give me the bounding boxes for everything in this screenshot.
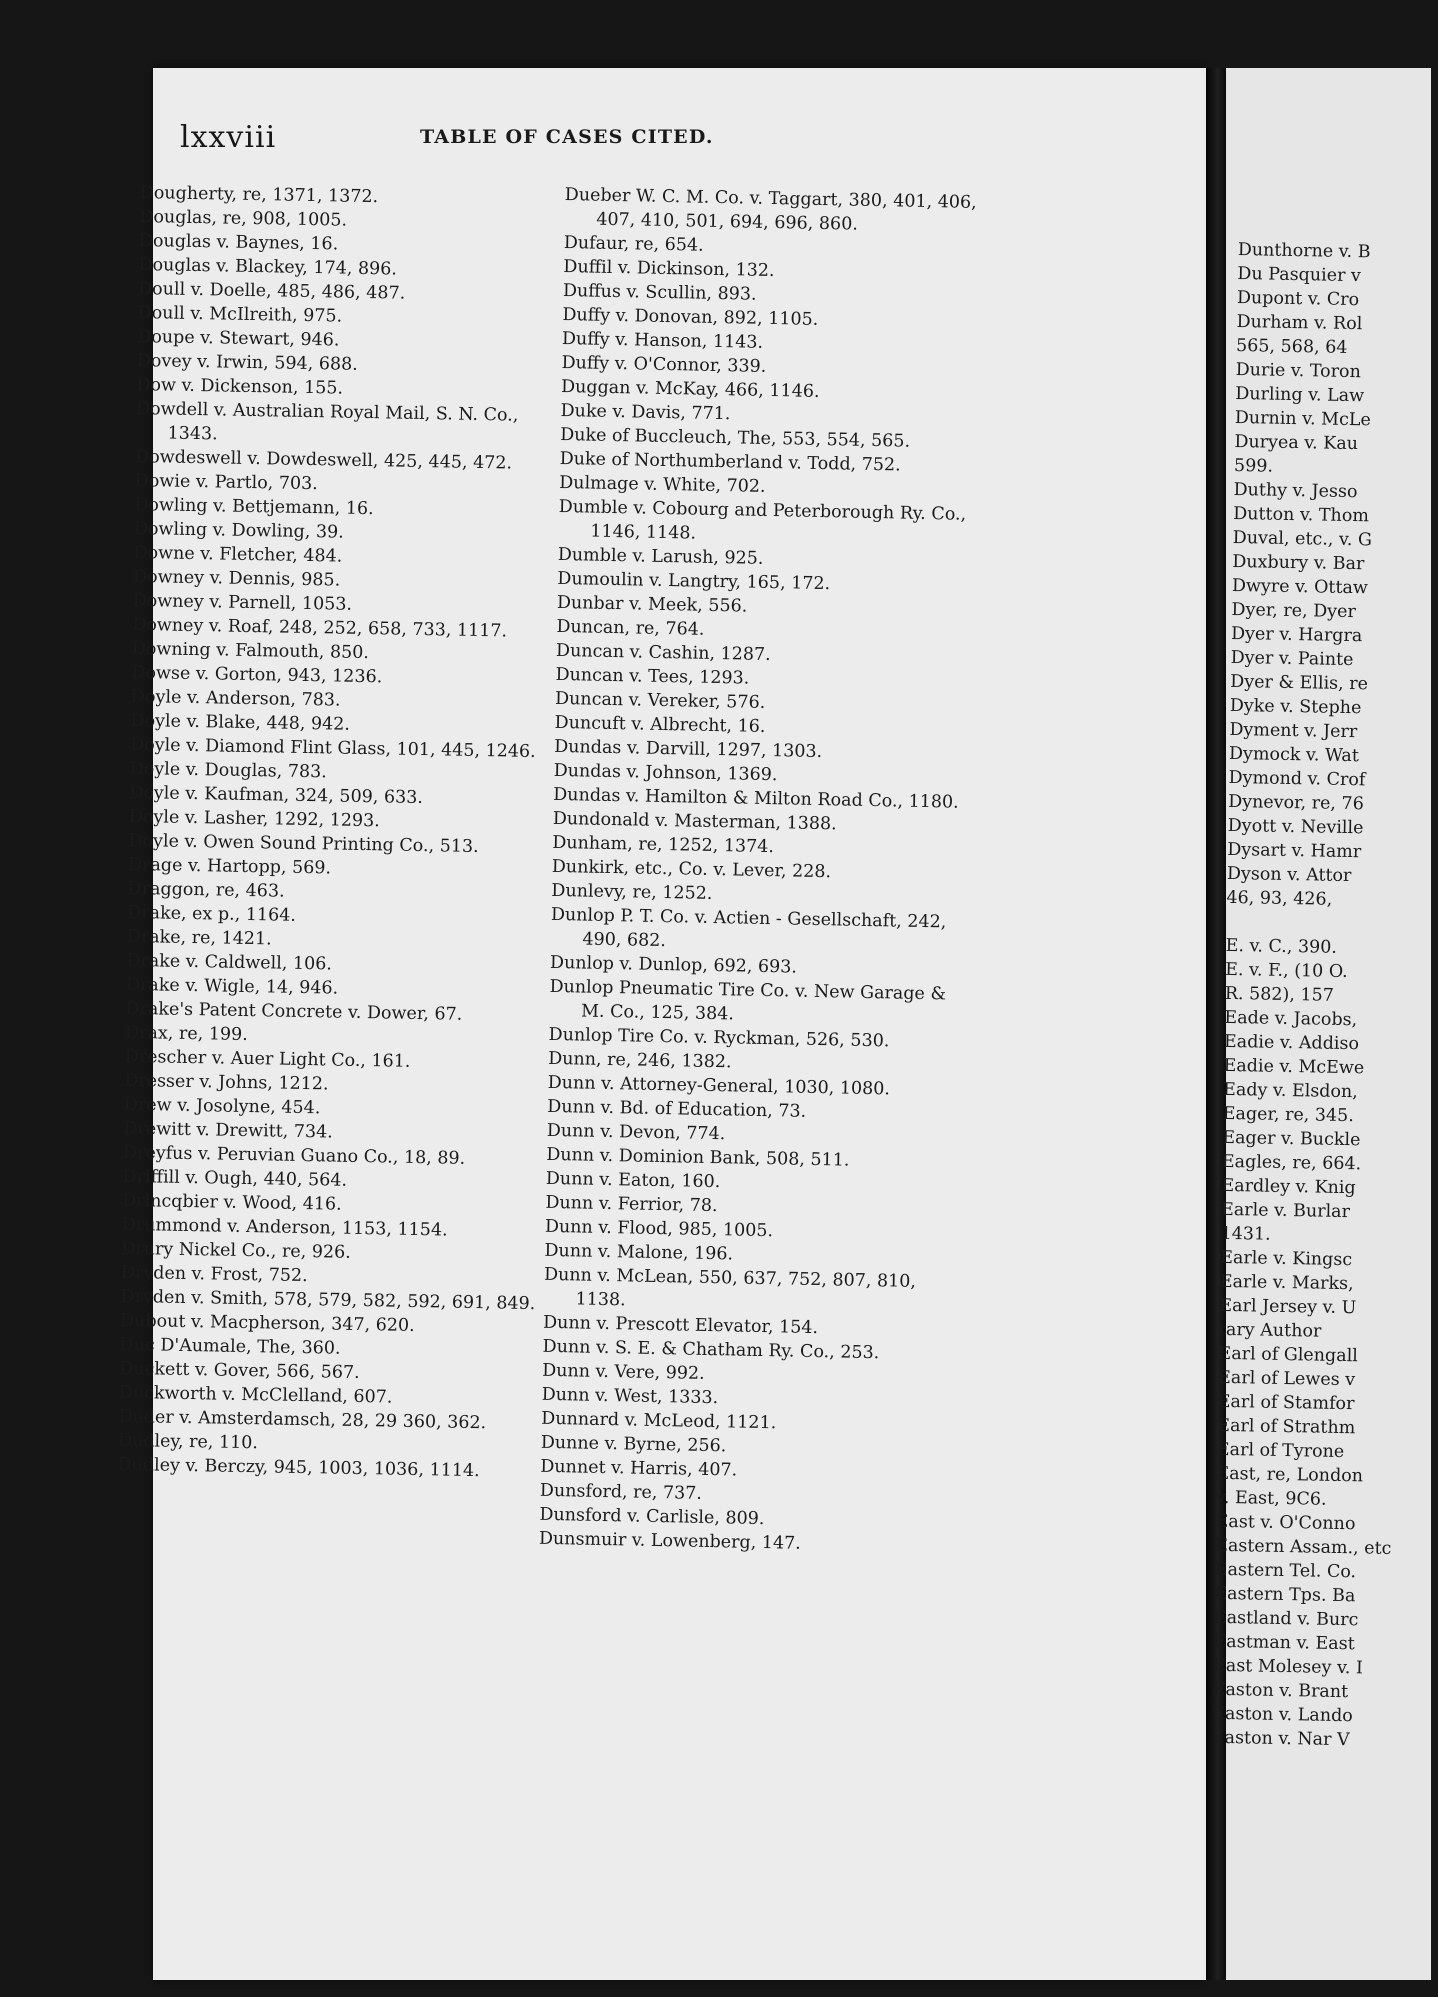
case-entry: Duckworth v. McClelland, 607. bbox=[118, 1382, 393, 1408]
case-entry: Dyer & Ellis, re bbox=[1230, 671, 1369, 695]
case-entry: Douglas, re, 908, 1005. bbox=[139, 206, 348, 231]
case-entry: Duncan v. Cashin, 1287. bbox=[555, 640, 771, 666]
case-entry: E. v. C., 390. bbox=[1225, 935, 1338, 958]
case-entry: Douglas v. Blackey, 174, 896. bbox=[138, 254, 398, 280]
case-entry: Doull v. Doelle, 485, 486, 487. bbox=[137, 278, 406, 304]
case-entry: Drake, ex p., 1164. bbox=[127, 902, 297, 926]
case-entry: Dudley v. Berczy, 945, 1003, 1036, 1114. bbox=[117, 1454, 480, 1482]
case-entry: Eastern Tps. Ba bbox=[1214, 1583, 1356, 1607]
case-entry: Duder v. Amsterdamsch, 28, 29 360, 362. bbox=[118, 1406, 487, 1434]
column-2 bbox=[539, 183, 985, 1559]
case-entry: Dunn v. McLean, 550, 637, 752, 807, 810, 1138. bbox=[543, 1264, 917, 1311]
case-entry: Duxbury v. Bar bbox=[1232, 551, 1365, 575]
case-entry: Duggan v. McKay, 466, 1146. bbox=[560, 376, 820, 402]
case-entry: Doyle v. Kaufman, 324, 509, 633. bbox=[129, 782, 424, 809]
case-entry: Eadie v. Addiso bbox=[1223, 1031, 1360, 1055]
case-entry: Duffus v. Scullin, 893. bbox=[562, 280, 757, 305]
case-entry: Eastern Assam., etc bbox=[1214, 1535, 1392, 1559]
case-entry: Easton v. Brant bbox=[1212, 1679, 1349, 1703]
case-entry: Eady v. Elsdon, bbox=[1222, 1079, 1359, 1103]
case-entry: Duke v. Davis, 771. bbox=[560, 400, 731, 425]
case-entry: Dresser v. Johns, 1212. bbox=[124, 1070, 329, 1095]
case-entry: Eastland v. Burc bbox=[1213, 1607, 1359, 1631]
case-entry: Durling v. Law bbox=[1235, 383, 1365, 407]
case-entry: Drescher v. Auer Light Co., 161. bbox=[124, 1046, 411, 1072]
case-entry: Doyle v. Blake, 448, 942. bbox=[130, 710, 351, 735]
case-entry: Eadie v. McEwe bbox=[1223, 1055, 1365, 1079]
case-entry: Dundas v. Hamilton & Milton Road Co., 1180. bbox=[553, 784, 959, 813]
case-entry: Dovey v. Irwin, 594, 688. bbox=[136, 350, 358, 375]
case-entry: Dunn v. West, 1333. bbox=[541, 1384, 719, 1409]
case-entry: Eagles, re, 664. bbox=[1221, 1151, 1362, 1175]
case-entry: Eastern Tel. Co. bbox=[1214, 1559, 1357, 1583]
case-entry: Dunn v. Prescott Elevator, 154. bbox=[542, 1312, 819, 1339]
case-entry: Easton v. Nar V bbox=[1211, 1727, 1350, 1751]
case-entry: East Molesey v. I bbox=[1212, 1655, 1364, 1679]
page-title: TABLE OF CASES CITED. bbox=[420, 126, 714, 148]
case-entry: Dunsford v. Carlisle, 809. bbox=[539, 1504, 765, 1530]
case-entry: Dynevor, re, 76 bbox=[1227, 791, 1364, 815]
column-1 bbox=[117, 181, 570, 1484]
case-entry: Drake v. Wigle, 14, 946. bbox=[125, 974, 339, 999]
case-entry: Doyle v. Anderson, 783. bbox=[130, 686, 341, 711]
case-entry: Dutton v. Thom bbox=[1233, 503, 1370, 527]
case-entry: Duthy v. Jesso bbox=[1233, 479, 1358, 503]
case-entry: Dymond v. Crof bbox=[1228, 767, 1366, 791]
case-entry: Dunsford, re, 737. bbox=[539, 1480, 703, 1504]
case-entry: Durham v. Rol bbox=[1236, 311, 1363, 335]
right-page bbox=[1211, 68, 1431, 1980]
case-entry: Dudley, re, 110. bbox=[117, 1430, 259, 1454]
case-entry: Eastman v. East bbox=[1213, 1631, 1355, 1655]
case-entry: Dryden v. Frost, 752. bbox=[120, 1262, 308, 1287]
case-entry: Drew v. Josolyne, 454. bbox=[123, 1094, 321, 1119]
case-entry: R. 582), 157 bbox=[1224, 983, 1335, 1006]
case-entry: Drury Nickel Co., re, 926. bbox=[121, 1238, 351, 1263]
case-entry: Duryea v. Kau bbox=[1234, 431, 1359, 455]
case-entry: Dowling v. Bettjemann, 16. bbox=[134, 494, 374, 520]
case-entry: Drage v. Hartopp, 569. bbox=[127, 854, 332, 879]
case-entry: Downey v. Dennis, 985. bbox=[132, 566, 341, 591]
case-entry: Drake's Patent Concrete v. Dower, 67. bbox=[125, 998, 463, 1025]
case-entry: 599. bbox=[1233, 455, 1274, 477]
case-entry: Dunn v. Devon, 774. bbox=[546, 1120, 726, 1145]
page-header bbox=[180, 120, 900, 160]
case-entry: Duffy v. Hanson, 1143. bbox=[561, 328, 764, 353]
case-entry: Drewitt v. Drewitt, 734. bbox=[123, 1118, 333, 1143]
case-entry: Duffy v. Donovan, 892, 1105. bbox=[562, 304, 819, 330]
case-entry: Duffil v. Dickinson, 132. bbox=[563, 256, 775, 282]
case-entry: Dunthorne v. B bbox=[1237, 239, 1371, 263]
case-entry: Dyott v. Neville bbox=[1227, 815, 1364, 839]
case-entry: Draggon, re, 463. bbox=[127, 878, 285, 902]
case-entry: Dowdell v. Australian Royal Mail, S. N. Co., 1343. bbox=[135, 398, 519, 445]
case-entry: Earl Jersey v. U bbox=[1219, 1295, 1357, 1319]
case-entry: Earle v. Marks, bbox=[1219, 1271, 1354, 1295]
case-entry: Eade v. Jacobs, bbox=[1224, 1007, 1358, 1031]
case-entry: Dulmage v. White, 702. bbox=[559, 472, 766, 497]
case-entry: Dwyre v. Ottaw bbox=[1231, 575, 1369, 599]
case-entry: 565, 568, 64 bbox=[1235, 335, 1348, 358]
case-entry: Doupe v. Stewart, 946. bbox=[137, 326, 340, 351]
case-entry: Duke of Northumberland v. Todd, 752. bbox=[559, 448, 901, 476]
case-entry: East v. O'Conno bbox=[1215, 1511, 1356, 1535]
case-entry: Dymock v. Wat bbox=[1228, 743, 1360, 767]
case-entry: Dundonald v. Masterman, 1388. bbox=[552, 808, 837, 835]
case-entry: Doyle v. Lasher, 1292, 1293. bbox=[128, 806, 380, 832]
case-entry: Dunn v. Attorney-General, 1030, 1080. bbox=[547, 1072, 891, 1100]
case-entry: Duncan, re, 764. bbox=[556, 616, 705, 640]
case-entry: Durnin v. McLe bbox=[1234, 407, 1372, 431]
case-entry: Earle v. Kingsc bbox=[1220, 1247, 1353, 1271]
case-entry: v. East, 9C6. bbox=[1215, 1487, 1327, 1510]
case-entry: Doyle v. Douglas, 783. bbox=[129, 758, 327, 783]
case-entry: 46, 93, 426, bbox=[1226, 887, 1333, 910]
case-entry: Eardley v. Knig bbox=[1221, 1175, 1356, 1199]
case-entry: Dysart v. Hamr bbox=[1227, 839, 1362, 863]
case-entry: Drummond v. Anderson, 1153, 1154. bbox=[121, 1214, 448, 1241]
case-entry: Eager, re, 345. bbox=[1222, 1103, 1355, 1127]
case-entry: Doyle v. Owen Sound Printing Co., 513. bbox=[128, 830, 479, 858]
case-entry: Dunn v. Malone, 196. bbox=[544, 1240, 734, 1265]
case-entry: Duc D'Aumale, The, 360. bbox=[119, 1334, 341, 1359]
case-entry: Dunn, re, 246, 1382. bbox=[547, 1048, 732, 1073]
entry-gap bbox=[1226, 910, 1426, 937]
case-entry: Dunkirk, etc., Co. v. Lever, 228. bbox=[551, 856, 832, 883]
case-entry: Dowse v. Gorton, 943, 1236. bbox=[131, 662, 383, 688]
column-3 bbox=[1212, 238, 1438, 1753]
case-entry: East, re, London bbox=[1216, 1463, 1364, 1487]
case-entry: Duval, etc., v. G bbox=[1232, 527, 1373, 551]
case-entry: Dyer, re, Dyer bbox=[1231, 599, 1357, 623]
case-entry: Dunne v. Byrne, 256. bbox=[540, 1432, 727, 1457]
case-entry: Dunnard v. McLeod, 1121. bbox=[541, 1408, 777, 1434]
case-entry: Eager v. Buckle bbox=[1222, 1127, 1361, 1151]
case-entry: Dundas v. Darvill, 1297, 1303. bbox=[553, 736, 823, 763]
case-entry: Earl of Tyrone bbox=[1216, 1439, 1345, 1463]
case-entry: Dougherty, re, 1371, 1372. bbox=[139, 182, 379, 208]
case-entry: Earl of Lewes v bbox=[1217, 1367, 1356, 1391]
case-entry: Drake, re, 1421. bbox=[126, 926, 272, 950]
case-entry: Earl of Strathm bbox=[1217, 1415, 1356, 1439]
case-entry: Earl of Glengall bbox=[1218, 1343, 1359, 1367]
case-entry: Earl of Stamfor bbox=[1217, 1391, 1355, 1415]
case-entry: Doyle v. Diamond Flint Glass, 101, 445, 1246. bbox=[129, 734, 536, 762]
case-entry: Dunlevy, re, 1252. bbox=[551, 880, 713, 904]
case-entry: Dunsmuir v. Lowenberg, 147. bbox=[538, 1528, 801, 1554]
case-entry: Dunn v. Flood, 985, 1005. bbox=[544, 1216, 774, 1242]
case-entry: Earle v. Burlar bbox=[1220, 1199, 1351, 1223]
case-entry: Dunn v. Dominion Bank, 508, 511. bbox=[546, 1144, 850, 1171]
case-entry: Dunn v. Ferrior, 78. bbox=[545, 1192, 718, 1217]
case-entry: Dunn v. Eaton, 160. bbox=[545, 1168, 721, 1193]
case-entry: Duke of Buccleuch, The, 553, 554, 565. bbox=[559, 424, 911, 452]
case-entry: tary Author bbox=[1218, 1319, 1322, 1342]
case-entry: Dunbar v. Meek, 556. bbox=[556, 592, 748, 617]
case-entry: Dunn v. Bd. of Education, 73. bbox=[547, 1096, 807, 1122]
case-entry: Durie v. Toron bbox=[1235, 359, 1361, 383]
case-entry: Dumble v. Larush, 925. bbox=[557, 544, 764, 569]
case-entry: Dunn v. S. E. & Chatham Ry. Co., 253. bbox=[542, 1336, 880, 1364]
case-entry: Duffy v. O'Connor, 339. bbox=[561, 352, 767, 377]
case-entry: Dunlop Pneumatic Tire Co. v. New Garage & M. Co., 125, 384. bbox=[549, 976, 947, 1025]
case-entry: Dunlop v. Dunlop, 692, 693. bbox=[549, 952, 798, 978]
case-entry: Dowling v. Dowling, 39. bbox=[133, 518, 344, 543]
case-entry: Dreyfus v. Peruvian Guano Co., 18, 89. bbox=[122, 1142, 466, 1169]
case-entry: Dupont v. Cro bbox=[1236, 287, 1360, 311]
case-entry: Dueber W. C. M. Co. v. Taggart, 380, 401, 406, 407, 410, 501, 694, 696, 860. bbox=[564, 184, 977, 235]
case-entry: Dunham, re, 1252, 1374. bbox=[552, 832, 775, 858]
case-entry: Dunn v. Vere, 992. bbox=[542, 1360, 705, 1384]
case-entry: Driffill v. Ough, 440, 564. bbox=[122, 1166, 348, 1191]
case-entry: Dyke v. Stephe bbox=[1229, 695, 1362, 719]
case-entry: E. v. F., (10 O. bbox=[1225, 959, 1348, 983]
case-entry: Douglas v. Baynes, 16. bbox=[138, 230, 339, 255]
case-entry: Dubout v. Macpherson, 347, 620. bbox=[119, 1310, 415, 1336]
case-entry: Dowdeswell v. Dowdeswell, 425, 445, 472. bbox=[135, 446, 513, 474]
case-entry: 1431. bbox=[1220, 1223, 1271, 1245]
case-entry: Dumoulin v. Langtry, 165, 172. bbox=[557, 568, 831, 595]
case-entry: Easton v. Lando bbox=[1212, 1703, 1353, 1727]
case-entry: Drincqbier v. Wood, 416. bbox=[122, 1190, 342, 1215]
case-entry: Downey v. Roaf, 248, 252, 658, 733, 1117. bbox=[132, 614, 508, 642]
case-entry: Dumble v. Cobourg and Peterborough Ry. Co., 1146, 1148. bbox=[558, 496, 967, 544]
case-entry: Duncan v. Tees, 1293. bbox=[555, 664, 750, 689]
case-entry: Dyer v. Hargra bbox=[1230, 623, 1363, 647]
case-entry: Dunnet v. Harris, 407. bbox=[540, 1456, 738, 1481]
case-entry: Dyer v. Painte bbox=[1230, 647, 1354, 671]
case-entry: Downey v. Parnell, 1053. bbox=[132, 590, 353, 615]
case-entry: Dunlop Tire Co. v. Ryckman, 526, 530. bbox=[548, 1024, 890, 1052]
case-entry: Dufaur, re, 654. bbox=[563, 232, 704, 256]
case-entry: Dryden v. Smith, 578, 579, 582, 592, 691, 849. bbox=[120, 1286, 536, 1315]
case-entry: Downe v. Fletcher, 484. bbox=[133, 542, 343, 567]
case-entry: Du Pasquier v bbox=[1237, 263, 1362, 287]
case-entry: Dundas v. Johnson, 1369. bbox=[553, 760, 778, 786]
case-entry: Drax, re, 199. bbox=[124, 1022, 248, 1046]
case-entry: Dowie v. Partlo, 703. bbox=[134, 470, 318, 495]
case-entry: Drake v. Caldwell, 106. bbox=[126, 950, 333, 975]
case-entry: Dyson v. Attor bbox=[1226, 863, 1352, 887]
case-entry: Duckett v. Gover, 566, 567. bbox=[119, 1358, 360, 1384]
case-entry: Doull v. McIlreith, 975. bbox=[137, 302, 343, 327]
case-entry: Dow v. Dickenson, 155. bbox=[136, 374, 344, 399]
page-number: lxxviii bbox=[180, 120, 277, 155]
case-entry: Dyment v. Jerr bbox=[1229, 719, 1358, 743]
case-entry: Dunlop P. T. Co. v. Actien - Gesellschaft, 242, 490, 682. bbox=[550, 904, 947, 952]
case-entry: Duncuft v. Albrecht, 16. bbox=[554, 712, 766, 737]
case-entry: Downing v. Falmouth, 850. bbox=[131, 638, 370, 664]
case-entry: Duncan v. Vereker, 576. bbox=[554, 688, 766, 713]
